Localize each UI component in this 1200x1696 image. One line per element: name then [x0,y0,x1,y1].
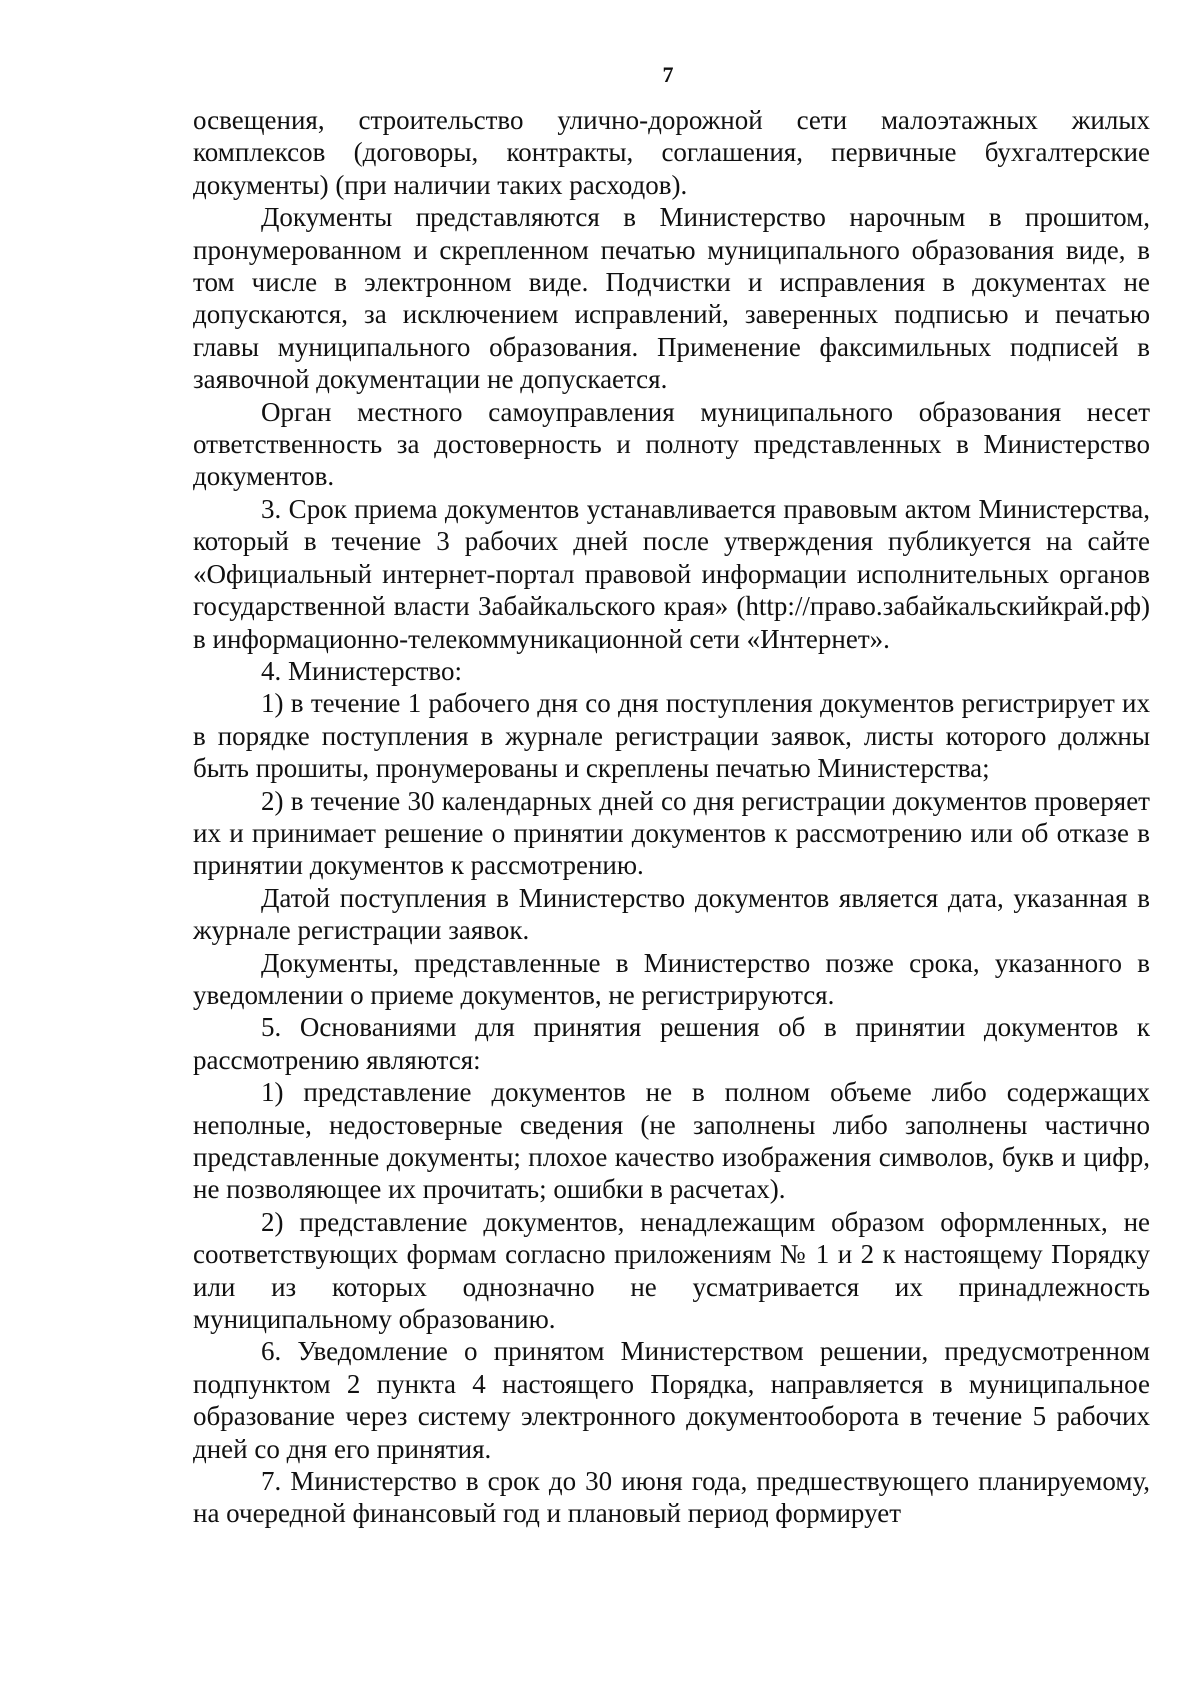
paragraph-5: 4. Министерство: [261,655,462,686]
paragraph-8: Датой поступления в Министерство документов является дата, указанная в журнале регистрации заявок. [193,882,1150,946]
paragraph-11: 1) представление документов не в полном объеме либо содержащих неполные, недостоверные сведения (не заполнены либо заполнены частично представленные документы; плохое качество изображения символов, букв и цифр, не позволяющее их прочитать; ошибки в расчетах). [193,1077,1150,1205]
paragraph-10: 5. Основаниями для принятия решения об в принятии документов к рассмотрению являются: [193,1012,1150,1075]
paragraph-1: освещения, строительство улично-дорожной сети малоэтажных жилых комплексов (договоры, контракты, соглашения, первичные бухгалтерские документы) (при наличии таких расходов). [193,105,1150,200]
document-body [193,104,1150,1530]
paragraph-7: 2) в течение 30 календарных дней со дня регистрации документов проверяет их и принимает решение о принятии документов к рассмотрению или об отказе в принятии документов к рассмотрению. [193,785,1150,881]
page-number: 7 [662,62,674,87]
paragraph-2: Документы представляются в Министерство нарочным в прошитом, пронумерованном и скрепленном печатью муниципального образования виде, в том числе в электронном виде. Подчистки и исправления в документах не допускаются, за исключением исправлений, заверенных подписью и печатью главы муниципального образования. Применение факсимильных подписей в заявочной документации не допускается. [193,202,1150,395]
paragraph-6: 1) в течение 1 рабочего дня со дня поступления документов регистрирует их в порядке поступления в журнале регистрации заявок, листы которого должны быть прошиты, пронумерованы и скреплены печатью Министерства; [193,688,1150,784]
paragraph-9: Документы, представленные в Министерство позже срока, указанного в уведомлении о приеме документов, не регистрируются. [193,947,1150,1010]
paragraph-13: 6. Уведомление о принятом Министерством решении, предусмотренном подпунктом 2 пункта 4 настоящего Порядка, направляется в муниципальное образование через систему электронного документооборота в течение 5 рабочих дней со дня его принятия. [193,1336,1150,1464]
paragraph-4: 3. Срок приема документов устанавливается правовым актом Министерства, который в течение 3 рабочих дней после утверждения публикуется на сайте «Официальный интернет-портал правовой информации исполнительных органов государственной власти Забайкальского края» (http://право.забайкальскийкрай.рф) в информационно-телекоммуникационной сети «Интернет». [193,493,1150,654]
paragraph-12: 2) представление документов, ненадлежащим образом оформленных, не соответствующих формам согласно приложениям № 1 и 2 к настоящему Порядку или из которых однозначно не усматривается их принадлежность муниципальному образованию. [193,1206,1150,1335]
paragraph-14: 7. Министерство в срок до 30 июня года, предшествующего планируемому, на очередной финансовый год и плановый период формирует [193,1466,1150,1529]
paragraph-3: Орган местного самоуправления муниципального образования несет ответственность за достоверность и полноту представленных в Министерство документов. [193,396,1150,492]
